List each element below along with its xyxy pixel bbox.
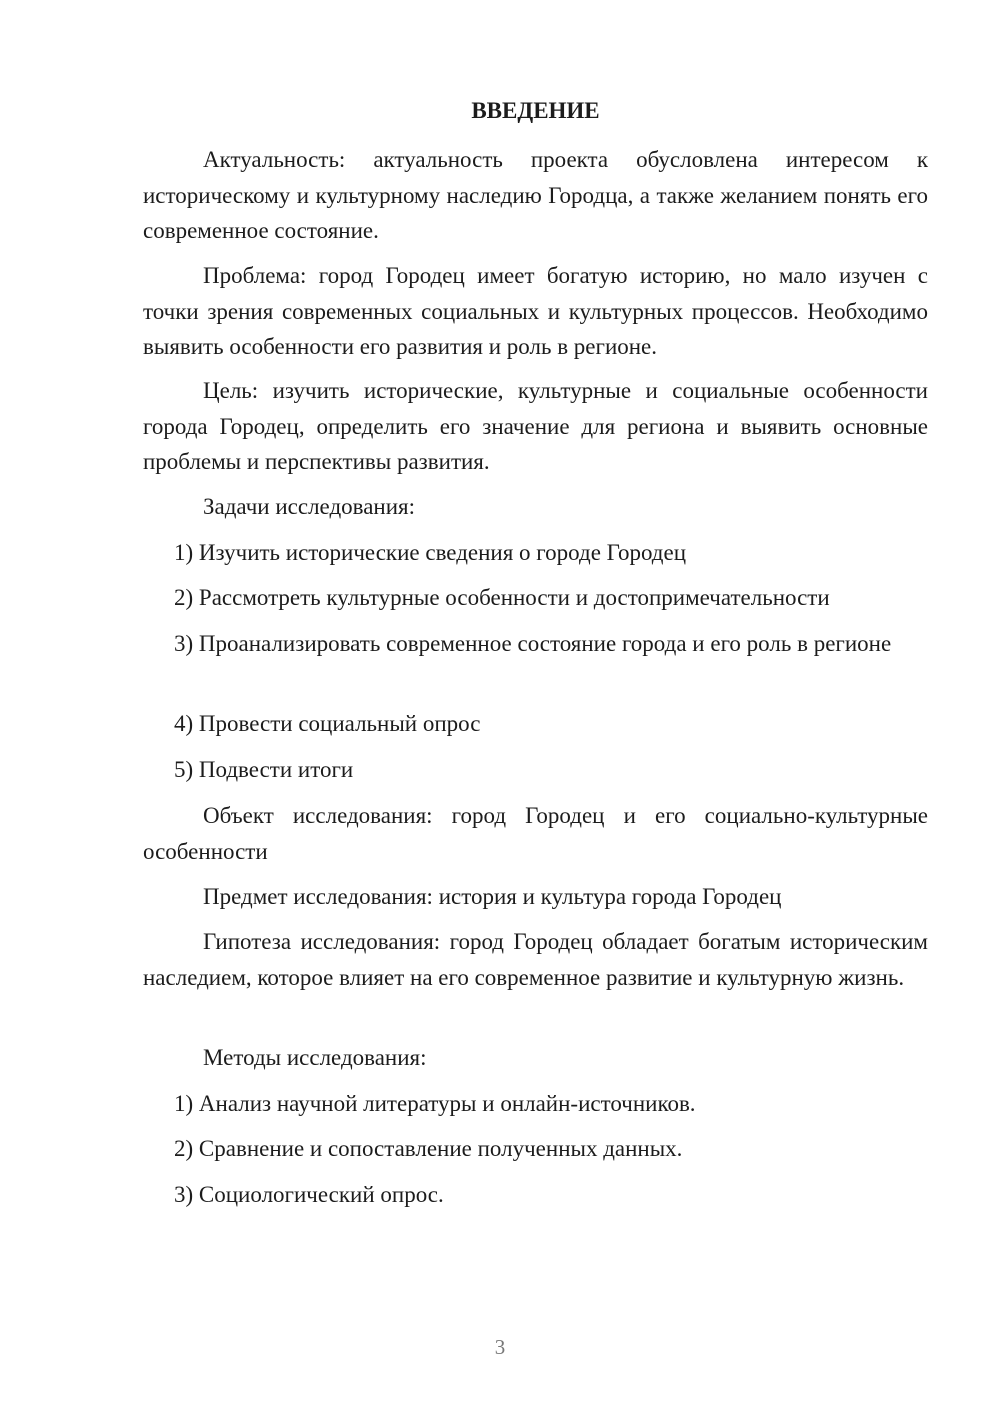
goal-paragraph: Цель: изучить исторические, культурные и социальные особенности города Городец, определить его значение для региона и выявить основные проблемы и перспективы развития. <box>143 378 928 474</box>
task-item: 4) Провести социальный опрос <box>174 711 481 736</box>
method-item: 3) Социологический опрос. <box>174 1182 444 1207</box>
task-item: 5) Подвести итоги <box>174 757 354 782</box>
task-item: 1) Изучить исторические сведения о городе Городец <box>174 540 686 565</box>
task-item: 2) Рассмотреть культурные особенности и достопримечательности <box>174 585 830 610</box>
relevance-paragraph: Актуальность: актуальность проекта обусловлена интересом к историческому и культурному наследию Городца, а также желанием понять его современное состояние. <box>143 147 928 243</box>
task-item: 3) Проанализировать современное состояние города и его роль в регионе <box>174 631 892 656</box>
hypothesis-paragraph: Гипотеза исследования: город Городец обладает богатым историческим наследием, которое влияет на его современное развитие и культурную жизнь. <box>143 929 928 990</box>
method-item: 1) Анализ научной литературы и онлайн-источников. <box>174 1091 696 1116</box>
subject-paragraph: Предмет исследования: история и культура города Городец <box>203 884 782 909</box>
methods-heading: Методы исследования: <box>203 1045 427 1070</box>
tasks-heading: Задачи исследования: <box>203 494 416 519</box>
section-title: ВВЕДЕНИЕ <box>471 98 600 123</box>
page-number: 3 <box>494 1335 506 1359</box>
document-page <box>143 0 928 1414</box>
object-paragraph: Объект исследования: город Городец и его социально-культурные особенности <box>143 803 928 864</box>
method-item: 2) Сравнение и сопоставление полученных данных. <box>174 1136 683 1161</box>
problem-paragraph: Проблема: город Городец имеет богатую историю, но мало изучен с точки зрения современных социальных и культурных процессов. Необходимо выявить особенности его развития и роль в регионе. <box>143 263 928 359</box>
